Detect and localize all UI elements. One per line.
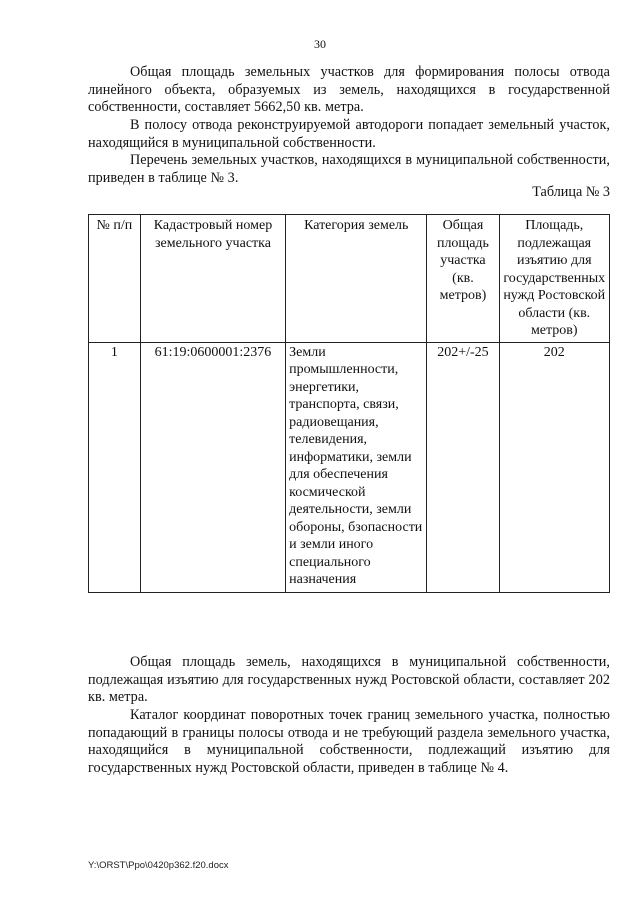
header-cadastral-number: Кадастровый номер земельного участка <box>140 215 285 343</box>
paragraph-table-reference: Перечень земельных участков, находящихся в муниципальной собственности, приведен в таблице № 3. <box>88 152 610 186</box>
cell-land-category: Земли промышленности, энергетики, транспорта, связи, радиовещания, телевидения, информатики, земли для обеспечения космической деятельности, земли обороны, бзопасности и земли иного специального назначения <box>286 342 427 592</box>
paragraph-municipal-withdrawal-area: Общая площадь земель, находящихся в муниципальной собственности, подлежащая изъятию для государственных нужд Ростовской области, составляет 202 кв. метра. <box>88 654 610 705</box>
municipal-parcels-table <box>88 214 610 593</box>
table-header-row <box>89 215 610 343</box>
cell-total-area: 202+/-25 <box>427 342 499 592</box>
header-withdrawal-area: Площадь, подлежащая изъятию для государственных нужд Ростовской области (кв. метров) <box>499 215 609 343</box>
paragraph-municipal-parcel-note: В полосу отвода реконструируемой автодороги попадает земельный участок, находящийся в муниципальной собственности. <box>88 117 610 151</box>
cell-withdrawal-area: 202 <box>499 342 609 592</box>
cell-row-number: 1 <box>89 342 141 592</box>
document-file-path: Y:\ORST\Ppo\0420p362.f20.docx <box>88 860 229 871</box>
table-caption: Таблица № 3 <box>532 184 610 200</box>
cell-cadastral-number: 61:19:0600001:2376 <box>140 342 285 592</box>
header-total-area: Общая площадь участка (кв. метров) <box>427 215 499 343</box>
table-row <box>89 342 610 592</box>
header-land-category: Категория земель <box>286 215 427 343</box>
page-number: 30 <box>314 37 326 51</box>
paragraph-total-state-land-area: Общая площадь земельных участков для формирования полосы отвода линейного объекта, образуемых из земель, находящихся в государственной собственности, составляет 5662,50 кв. метра. <box>88 64 610 115</box>
paragraph-coordinates-catalog-reference: Каталог координат поворотных точек границ земельного участка, полностью попадающий в границы полосы отвода и не требующий раздела земельного участка, находящийся в муниципальной собственности, подлежащий изъятию для государственных нужд Ростовской области, приведен в таблице № 4. <box>88 707 610 776</box>
header-row-number: № п/п <box>89 215 141 343</box>
